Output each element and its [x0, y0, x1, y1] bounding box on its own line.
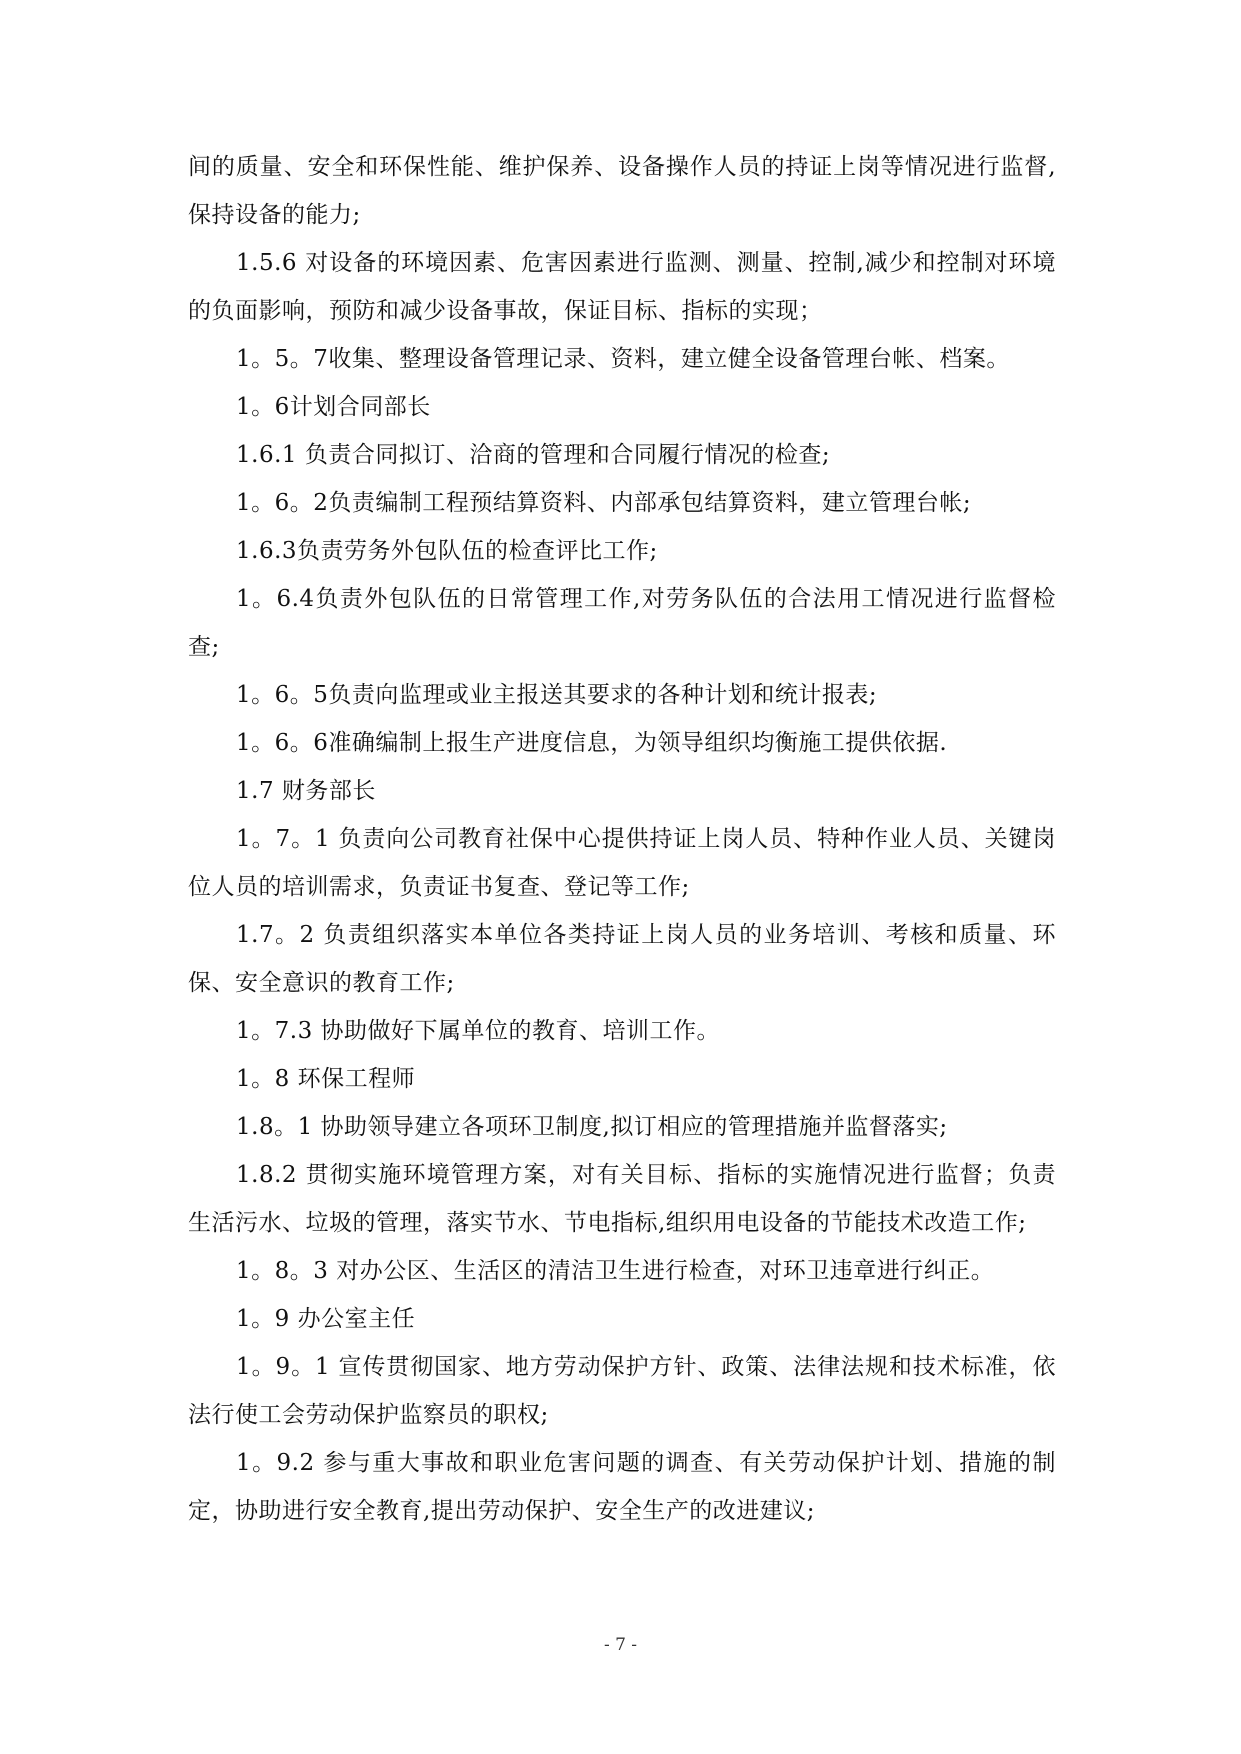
paragraph: 1。6。5负责向监理或业主报送其要求的各种计划和统计报表;: [236, 682, 878, 708]
section-heading: 1。8 环保工程师: [236, 1066, 416, 1092]
paragraph: 1。6。6准确编制上报生产进度信息，为领导组织均衡施工提供依据.: [236, 730, 948, 756]
paragraph: 1.8。1 协助领导建立各项环卫制度,拟订相应的管理措施并监督落实;: [236, 1114, 948, 1140]
paragraph: 1。8。3 对办公区、生活区的清洁卫生进行检查，对环卫违章进行纠正。: [236, 1258, 995, 1284]
paragraph: 1。9。1 宣传贯彻国家、地方劳动保护方针、政策、法律法规和技术标准，依法行使工会劳动保护监察员的职权;: [188, 1354, 1056, 1428]
paragraph: 1。6.4负责外包队伍的日常管理工作,对劳务队伍的合法用工情况进行监督检查;: [188, 586, 1056, 660]
paragraph: 1。7。1 负责向公司教育社保中心提供持证上岗人员、特种作业人员、关键岗位人员的培训需求，负责证书复查、登记等工作;: [188, 826, 1056, 900]
paragraph: 1.6.1 负责合同拟订、洽商的管理和合同履行情况的检查;: [236, 442, 831, 468]
paragraph: 1.8.2 贯彻实施环境管理方案，对有关目标、指标的实施情况进行监督；负责生活污水、垃圾的管理，落实节水、节电指标,组织用电设备的节能技术改造工作;: [188, 1162, 1056, 1236]
section-heading: 1.7 财务部长: [236, 778, 376, 804]
section-heading: 1。9 办公室主任: [236, 1306, 416, 1332]
section-heading: 1。6计划合同部长: [236, 394, 431, 420]
paragraph: 1。9.2 参与重大事故和职业危害问题的调查、有关劳动保护计划、措施的制定，协助进行安全教育,提出劳动保护、安全生产的改进建议;: [188, 1450, 1056, 1524]
paragraph: 间的质量、安全和环保性能、维护保养、设备操作人员的持证上岗等情况进行监督,保持设备的能力;: [188, 154, 1056, 228]
paragraph: 1.6.3负责劳务外包队伍的检查评比工作;: [236, 538, 658, 564]
paragraph: 1。5。7收集、整理设备管理记录、资料，建立健全设备管理台帐、档案。: [236, 346, 1010, 372]
document-body: [188, 143, 1056, 1535]
paragraph: 1。7.3 协助做好下属单位的教育、培训工作。: [236, 1018, 721, 1044]
page-number: - 7 -: [603, 1635, 638, 1655]
paragraph: 1.7。2 负责组织落实本单位各类持证上岗人员的业务培训、考核和质量、环保、安全意识的教育工作;: [188, 922, 1056, 996]
paragraph: 1.5.6 对设备的环境因素、危害因素进行监测、测量、控制,减少和控制对环境的负面影响，预防和减少设备事故，保证目标、指标的实现；: [188, 250, 1056, 324]
paragraph: 1。6。2负责编制工程预结算资料、内部承包结算资料，建立管理台帐;: [236, 490, 972, 516]
